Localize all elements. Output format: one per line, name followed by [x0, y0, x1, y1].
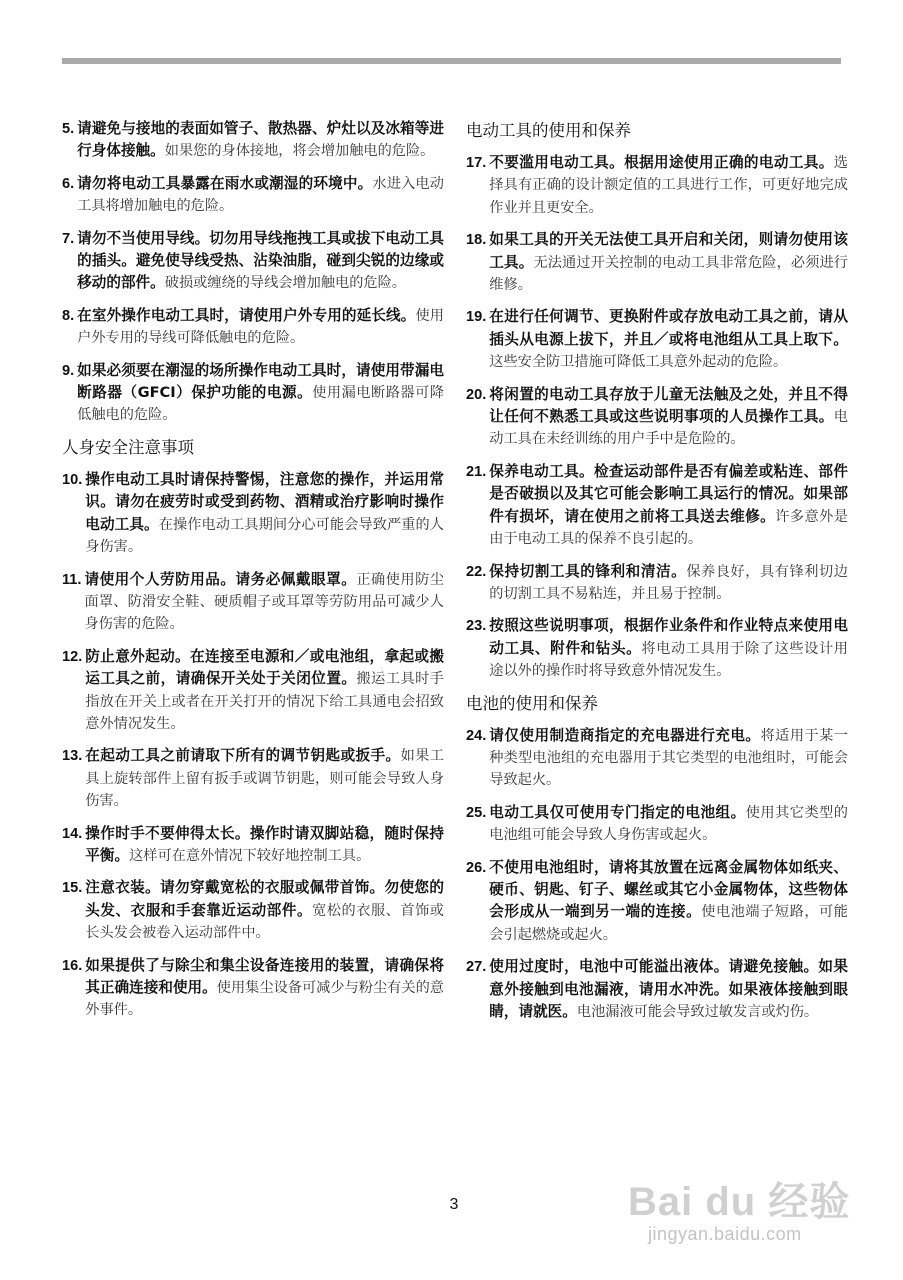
item-explanation: 电池漏液可能会导致过敏发言或灼伤。: [576, 1004, 819, 1020]
list-item: [62, 646, 444, 736]
item-number: 27.: [466, 959, 487, 976]
item-explanation: 将电动工具用于除了这些设计用途以外的操作时将导致意外情况发生。: [489, 640, 848, 680]
item-bold-instruction: 保养电动工具。检查运动部件是否有偏差或粘连、部件是否破损以及其它可能会影响工具运行的情况。如果部件有损坏，请在使用之前将工具送去维修。: [489, 462, 848, 525]
item-explanation: 破损或缠绕的导线会增加触电的危险。: [164, 275, 406, 292]
item-text: [489, 152, 848, 219]
list-item: [466, 306, 848, 373]
item-bold-instruction: 请勿不当使用导线。切勿用导线拖拽工具或拔下电动工具的插头。避免使导线受热、沾染油脂，碰到尖锐的边缘或移动的部件。: [77, 229, 444, 292]
item-explanation: 宽松的衣服、首饰或长头发会被卷入运动部件中。: [85, 902, 444, 942]
watermark-url: jingyan.baidu.com: [648, 1224, 802, 1244]
item-explanation: 电动工具在未经训练的用户手中是危险的。: [489, 409, 848, 448]
item-explanation: 在操作电动工具期间分心可能会导致严重的人身伤害。: [85, 516, 444, 556]
item-explanation: 使用集尘设备可减少与粉尘有关的意外事件。: [85, 980, 444, 1019]
item-text: [84, 569, 444, 636]
list-item: [62, 360, 444, 427]
item-bold-instruction: 按照这些说明事项，根据作业条件和作业特点来使用电动工具、附件和钻头。: [489, 617, 848, 657]
item-number: 11.: [62, 571, 82, 588]
watermark-brand: Bai du 经验: [628, 1180, 851, 1224]
right-column: [466, 118, 848, 1033]
item-bold-instruction: 注意衣装。请勿穿戴宽松的衣服或佩带首饰。勿使您的头发、衣服和手套靠近运动部件。: [85, 879, 444, 919]
item-number: 12.: [62, 648, 83, 665]
section-title-battery: 电池的使用和保养: [466, 693, 598, 713]
list-item: [62, 823, 444, 868]
item-text: [85, 955, 444, 1022]
item-bold-instruction: 请使用个人劳防用品。请务必佩戴眼罩。: [84, 570, 357, 588]
item-bold-instruction: 在室外操作电动工具时，请使用户外专用的延长线。: [77, 306, 416, 324]
item-number: 19.: [466, 309, 487, 326]
item-bold-instruction: 不要滥用电动工具。根据用途使用正确的电动工具。: [489, 154, 834, 171]
item-explanation: 搬运工具时手指放在开关上或者在开关打开的情况下给工具通电会招致意外情况发生。: [85, 671, 444, 732]
section-title-personal-safety: 人身安全注意事项: [62, 437, 194, 457]
item-number: 23.: [466, 618, 487, 635]
item-explanation: 如果您的身体接地，将会增加触电的危险。: [164, 143, 435, 160]
item-text: [489, 615, 848, 682]
item-bold-instruction: 电动工具仅可使用专门指定的电池组。: [489, 803, 746, 821]
page-number: 3: [449, 1196, 459, 1213]
item-explanation: 许多意外是由于电动工具的保养不良引起的。: [489, 508, 848, 548]
list-item: [62, 745, 444, 812]
item-number: 6.: [62, 175, 75, 192]
item-text: [77, 305, 444, 350]
item-text: [77, 118, 444, 163]
item-bold-instruction: 使用过度时，电池中可能溢出液体。请避免接触。如果意外接触到电池漏液，请用水冲洗。如果液体接触到眼睛，请就医。: [489, 958, 848, 1020]
item-number: 8.: [62, 307, 75, 324]
item-number: 7.: [62, 230, 75, 247]
item-text: [85, 469, 444, 559]
item-explanation: 保养良好，具有锋利切边的切割工具不易粘连，并且易于控制。: [489, 563, 848, 602]
item-text: [489, 802, 848, 847]
item-text: [489, 306, 848, 373]
right-items-tool-use: [466, 152, 848, 683]
item-explanation: 使用漏电断路器可降低触电的危险。: [77, 385, 444, 424]
item-number: 5.: [62, 121, 75, 137]
item-bold-instruction: 请避免与接地的表面如管子、散热器、炉灶以及冰箱等进行身体接触。: [77, 120, 444, 160]
item-text: [489, 561, 848, 606]
item-number: 26.: [466, 859, 487, 876]
item-text: [85, 823, 444, 868]
item-text: [489, 956, 848, 1023]
list-item: [466, 615, 848, 682]
list-item: [62, 305, 444, 350]
item-number: 9.: [62, 362, 75, 379]
item-explanation: 选择具有正确的设计额定值的工具进行工作，可更好地完成作业并且更安全。: [489, 155, 848, 216]
item-text: [489, 725, 848, 792]
item-bold-instruction: 在起动工具之前请取下所有的调节钥匙或扳手。: [85, 747, 401, 765]
list-item: [62, 228, 444, 295]
item-bold-instruction: 在进行任何调节、更换附件或存放电动工具之前，请从插头从电源上拔下，并且／或将电池组从工具上取下。: [489, 308, 848, 348]
item-bold-instruction: 将闲置的电动工具存放于儿童无法触及之处，并且不得让任何不熟悉工具或这些说明事项的人员操作工具。: [489, 385, 848, 426]
item-bold-instruction: 操作时手不要伸得太长。操作时请双脚站稳，随时保持平衡。: [85, 824, 444, 864]
item-number: 18.: [466, 232, 487, 249]
item-explanation: 无法通过开关控制的电动工具非常危险，必须进行维修。: [489, 254, 848, 294]
item-text: [85, 877, 444, 944]
item-explanation: 这样可在意外情况下较好地控制工具。: [129, 847, 371, 864]
item-text: [85, 646, 444, 736]
item-number: 25.: [466, 804, 487, 821]
item-number: 22.: [466, 563, 487, 580]
item-bold-instruction: 防止意外起动。在连接至电源和／或电池组，拿起或搬运工具之前，请确保开关处于关闭位置。: [85, 647, 444, 688]
item-number: 16.: [62, 957, 83, 974]
item-number: 24.: [466, 727, 487, 744]
left-column: [62, 118, 444, 1032]
list-item: [466, 229, 848, 296]
item-bold-instruction: 不使用电池组时，请将其放置在远离金属物体如纸夹、硬币、钥匙、钉子、螺丝或其它小金属物体，这些物体会形成从一端到另一端的连接。: [489, 858, 848, 921]
item-number: 20.: [466, 386, 487, 403]
item-text: [85, 745, 444, 812]
header-rule: [62, 58, 841, 64]
right-items-battery: [466, 725, 848, 1024]
list-item: [62, 877, 444, 944]
item-bold-instruction: 操作电动工具时请保持警惕，注意您的操作，并运用常识。请勿在疲劳时或受到药物、酒精或治疗影响时操作电动工具。: [85, 470, 444, 533]
item-bold-instruction: 如果工具的开关无法使工具开启和关闭，则请勿使用该工具。: [489, 231, 848, 271]
list-item: [62, 569, 444, 636]
item-explanation: 这些安全防卫措施可降低工具意外起动的危险。: [489, 354, 788, 371]
item-text: [489, 229, 848, 296]
item-number: 17.: [466, 155, 487, 171]
left-items-top: [62, 118, 444, 427]
item-bold-instruction: 请勿将电动工具暴露在雨水或潮湿的环境中。: [77, 174, 373, 192]
item-number: 14.: [62, 825, 83, 842]
item-bold-instruction: 如果提供了与除尘和集尘设备连接用的装置，请确保将其正确连接和使用。: [85, 956, 444, 996]
list-item: [466, 857, 848, 947]
item-explanation: 水进入电动工具将增加触电的危险。: [77, 175, 444, 215]
item-number: 13.: [62, 748, 83, 765]
item-explanation: 使电池端子短路，可能会引起燃烧或起火。: [489, 904, 848, 943]
list-item: [62, 118, 444, 163]
item-explanation: 将适用于某一种类型电池组的充电器用于其它类型的电池组时，可能会导致起火。: [489, 727, 848, 789]
list-item: [466, 725, 848, 792]
item-text: [77, 360, 444, 427]
item-text: [489, 857, 848, 947]
list-item: [62, 173, 444, 218]
item-text: [77, 228, 444, 295]
item-text: [489, 461, 848, 551]
list-item: [62, 955, 444, 1022]
item-bold-instruction: 请仅使用制造商指定的充电器进行充电。: [489, 726, 761, 744]
left-items-bottom: [62, 469, 444, 1022]
list-item: [466, 384, 848, 451]
list-item: [466, 152, 848, 219]
list-item: [466, 802, 848, 847]
item-number: 10.: [62, 471, 83, 488]
list-item: [466, 956, 848, 1023]
item-explanation: 如果工具上旋转部件上留有扳手或调节钥匙，则可能会导致人身伤害。: [85, 748, 444, 810]
item-text: [489, 384, 848, 451]
item-number: 21.: [466, 463, 487, 480]
section-title-tool-use: 电动工具的使用和保养: [466, 121, 631, 140]
list-item: [466, 461, 848, 551]
item-text: [77, 173, 444, 218]
item-bold-instruction: 保持切割工具的锋利和清洁。: [489, 562, 687, 580]
item-explanation: 使用其它类型的电池组可能会导致人身伤害或起火。: [489, 804, 848, 844]
item-explanation: 正确使用防尘面罩、防滑安全鞋、硬质帽子或耳罩等劳防用品可减少人身伤害的危险。: [84, 571, 444, 633]
list-item: [62, 469, 444, 559]
item-number: 15.: [62, 880, 83, 897]
list-item: [466, 561, 848, 606]
item-bold-instruction: 如果必须要在潮湿的场所操作电动工具时，请使用带漏电断路器（GFCI）保护功能的电源。: [77, 361, 444, 402]
item-explanation: 使用户外专用的导线可降低触电的危险。: [77, 307, 444, 347]
baidu-watermark: [628, 1170, 888, 1260]
